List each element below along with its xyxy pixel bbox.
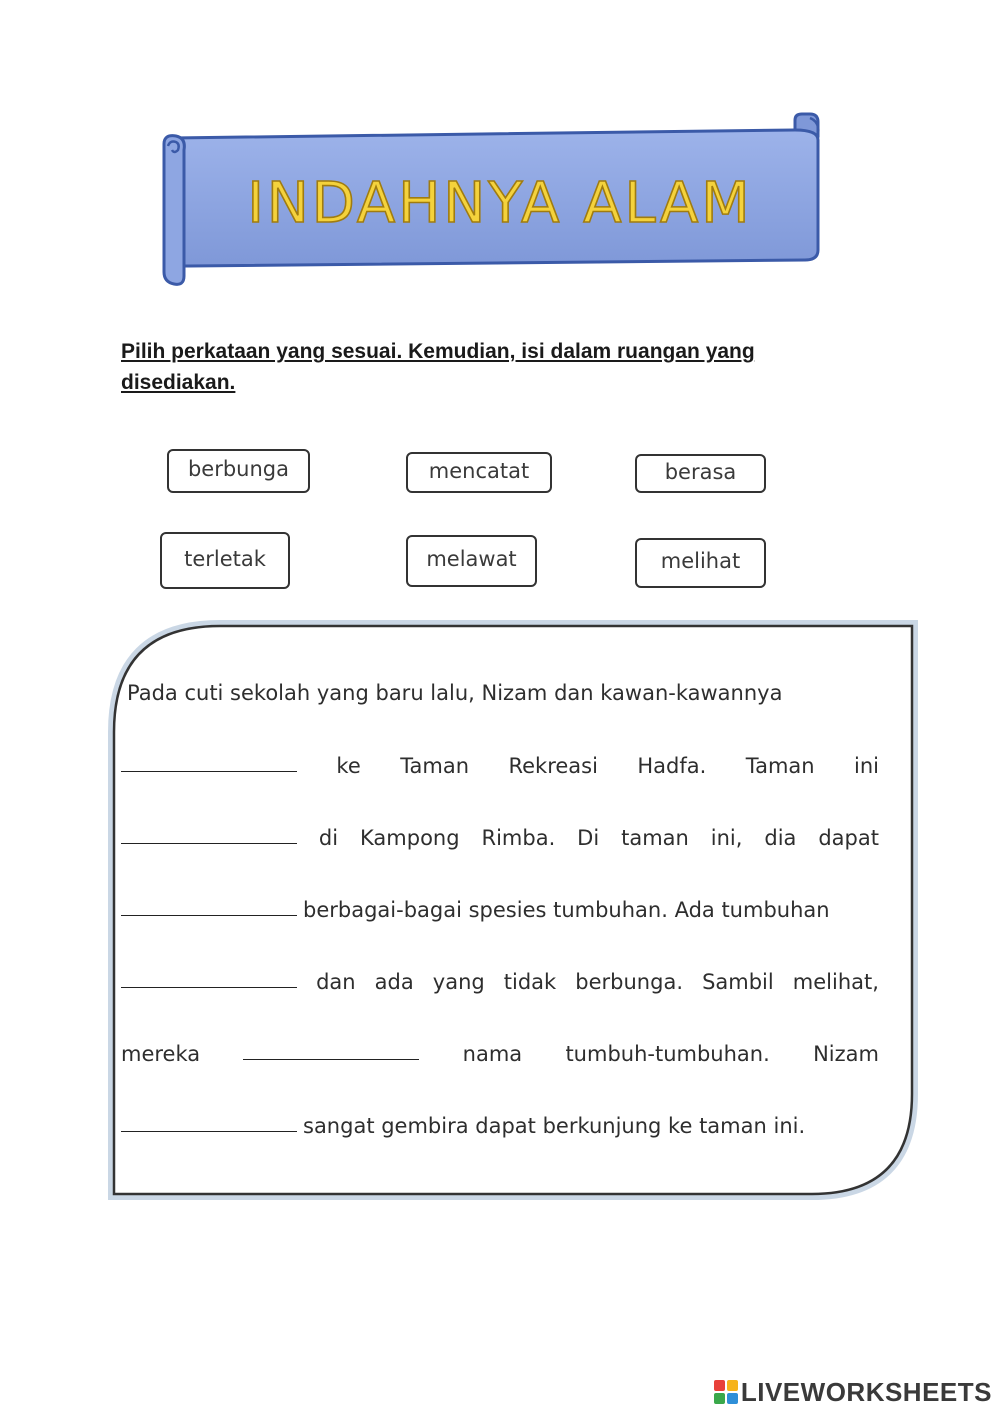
title-banner (150, 100, 830, 290)
passage-word: Taman (400, 754, 470, 778)
banner-title: INDAHNYA ALAM (247, 171, 753, 236)
passage-text: sangat gembira dapat berkunjung ke taman ini. (303, 1114, 806, 1138)
answer-blank-2[interactable] (121, 839, 297, 844)
liveworksheets-logo[interactable] (714, 1377, 992, 1407)
word-box-terletak[interactable]: terletak (160, 532, 290, 589)
passage-text: berbagai-bagai spesies tumbuhan. Ada tumbuhan (303, 898, 830, 922)
passage-word: yang (432, 970, 485, 994)
passage-line-6 (121, 1036, 879, 1066)
passage-word: Rekreasi (508, 754, 598, 778)
word-box-berbunga[interactable]: berbunga (167, 449, 310, 493)
passage-word: Taman (745, 754, 815, 778)
passage-word: Rimba. (481, 826, 556, 850)
passage-word: taman (621, 826, 689, 850)
passage-word: ke (336, 754, 361, 778)
passage-word: di (318, 826, 339, 850)
passage-word: mereka (121, 1042, 201, 1066)
word-box-mencatat[interactable]: mencatat (406, 452, 552, 493)
passage-word: Kampong (360, 826, 460, 850)
passage-word: dia (764, 826, 797, 850)
passage-word: ada (374, 970, 414, 994)
answer-blank-3[interactable] (121, 911, 297, 916)
word-box-melihat[interactable]: melihat (635, 538, 766, 588)
passage-word: ini (854, 754, 879, 778)
instruction-text: Pilih perkataan yang sesuai. Kemudian, isi dalam ruangan yang disediakan. (121, 340, 755, 394)
passage-word: tumbuh-tumbuhan. (565, 1042, 770, 1066)
passage-word: ini, (710, 826, 743, 850)
answer-blank-6[interactable] (121, 1127, 297, 1132)
passage-text: Pada cuti sekolah yang baru lalu, Nizam dan kawan-kawannya (127, 681, 783, 705)
passage-line-7 (121, 1108, 879, 1138)
passage-word: berbunga. (575, 970, 683, 994)
passage-word: Hadfa. (637, 754, 707, 778)
logo-text: LIVEWORKSHEETS (740, 1376, 992, 1407)
passage-line-1 (121, 675, 879, 705)
answer-blank-4[interactable] (121, 983, 297, 988)
passage-line-2 (121, 748, 879, 778)
passage-line-4 (121, 892, 879, 922)
passage-word: tidak (503, 970, 557, 994)
answer-blank-1[interactable] (121, 767, 297, 772)
passage-word: melihat, (792, 970, 879, 994)
answer-blank-5[interactable] (243, 1055, 419, 1060)
passage-word: dan (316, 970, 356, 994)
passage-word: nama (462, 1042, 523, 1066)
word-box-berasa[interactable]: berasa (635, 454, 766, 493)
passage-line-3 (121, 820, 879, 850)
passage-word: dapat (818, 826, 879, 850)
passage-word: Di (577, 826, 600, 850)
passage-line-5 (121, 964, 879, 994)
liveworksheets-logo-icon (714, 1380, 738, 1404)
word-box-melawat[interactable]: melawat (406, 535, 537, 587)
passage-word: Sambil (702, 970, 774, 994)
passage-word: Nizam (813, 1042, 879, 1066)
